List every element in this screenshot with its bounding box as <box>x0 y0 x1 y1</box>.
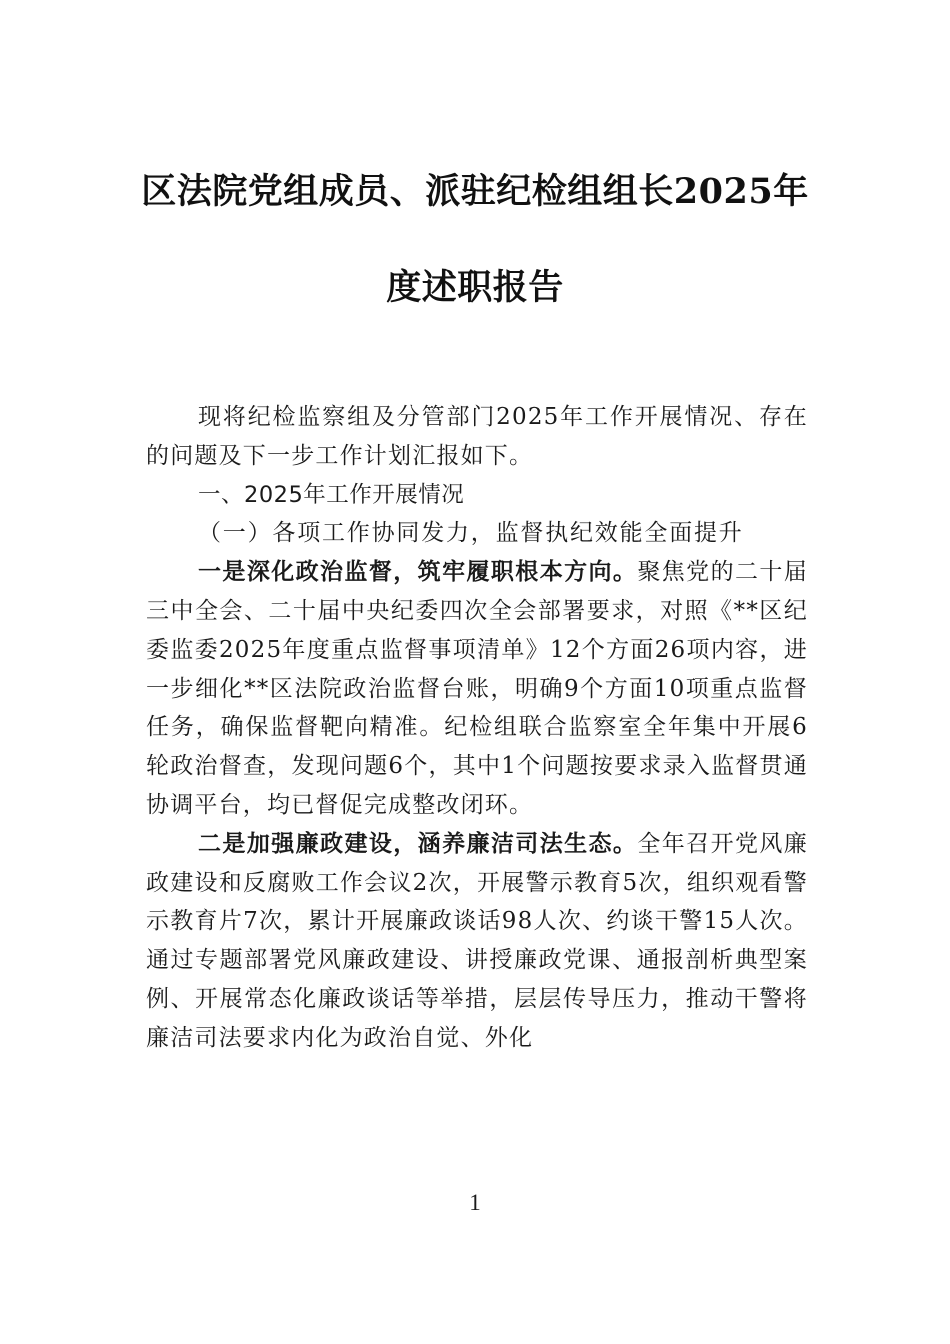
paragraph-text: 聚焦党的二十届三中全会、二十届中央纪委四次全会部署要求，对照《**区纪委监委2025年度重点监督事项清单》12个方面26项内容，进一步细化**区法院政治监督台账，明确9个方面10项重点监督任务，确保监督靶向精准。纪检组联合监察室全年集中开展6轮政治督查，发现问题6个，其中1个问题按要求录入监督贯通协调平台，均已督促完成整改闭环。 <box>146 559 808 818</box>
body-paragraph-1 <box>146 553 808 825</box>
document-title-line-2: 度述职报告 <box>386 267 564 308</box>
paragraph-text: 全年召开党风廉政建设和反腐败工作会议2次，开展警示教育5次，组织观看警示教育片7次，累计开展廉政谈话98人次、约谈干警15人次。通过专题部署党风廉政建设、讲授廉政党课、通报剖析典型案例、开展常态化廉政谈话等举措，层层传导压力，推动干警将廉洁司法要求内化为政治自觉、外化 <box>146 830 808 1051</box>
paragraph-lead: 二是加强廉政建设，涵养廉洁司法生态。 <box>198 829 638 857</box>
document-body <box>146 398 808 1058</box>
body-paragraph-2 <box>146 825 808 1058</box>
subsection-heading: （一）各项工作协同发力，监督执纪效能全面提升 <box>198 520 744 547</box>
paragraph-lead: 一是深化政治监督，筑牢履职根本方向。 <box>198 558 638 586</box>
section-heading: 一、2025年工作开展情况 <box>198 481 465 508</box>
page-number: 1 <box>469 1190 481 1215</box>
intro-paragraph: 现将纪检监察组及分管部门2025年工作开展情况、存在的问题及下一步工作计划汇报如下。 <box>146 404 808 469</box>
document-title-line-1: 区法院党组成员、派驻纪检组组长2025年 <box>141 171 809 212</box>
